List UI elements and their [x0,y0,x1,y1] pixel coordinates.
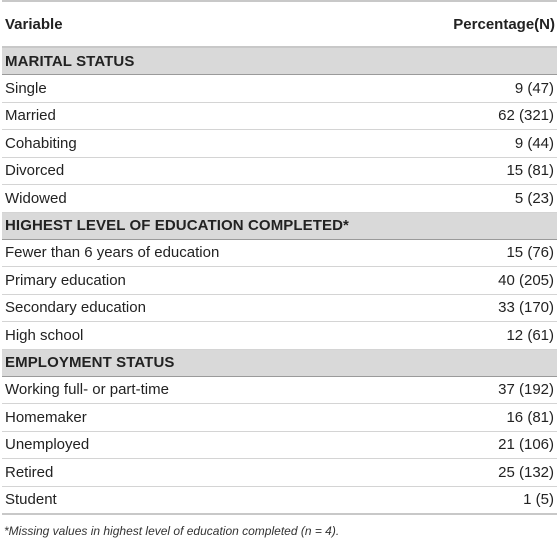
table-row [2,185,557,213]
table-row [2,486,557,514]
row-label: Fewer than 6 years of education [2,239,382,267]
table-row [2,75,557,103]
row-label: High school [2,322,382,350]
table-row [2,157,557,185]
table-row [2,431,557,459]
section-header-row [2,349,557,376]
table-row [2,404,557,432]
row-label: Single [2,75,382,103]
section-title: MARITAL STATUS [2,47,557,75]
header-row [2,1,557,47]
section-title: HIGHEST LEVEL OF EDUCATION COMPLETED* [2,212,557,239]
row-value: 9 (47) [382,75,557,103]
row-label: Cohabiting [2,130,382,158]
row-value: 21 (106) [382,431,557,459]
section-title: EMPLOYMENT STATUS [2,349,557,376]
row-value: 5 (23) [382,185,557,213]
row-label: Working full- or part-time [2,376,382,404]
row-value: 33 (170) [382,294,557,322]
table-row [2,376,557,404]
row-label: Widowed [2,185,382,213]
row-value: 16 (81) [382,404,557,432]
table-row [2,459,557,487]
row-value: 25 (132) [382,459,557,487]
section-header-row [2,212,557,239]
row-label: Unemployed [2,431,382,459]
table-row [2,130,557,158]
table-body [2,47,557,514]
table-row [2,294,557,322]
row-label: Married [2,102,382,130]
row-label: Divorced [2,157,382,185]
header-percentage: Percentage(N) [382,1,557,47]
row-value: 15 (76) [382,239,557,267]
row-value: 15 (81) [382,157,557,185]
table-row [2,267,557,295]
table-row [2,322,557,350]
row-value: 1 (5) [382,486,557,514]
row-label: Secondary education [2,294,382,322]
table-row [2,102,557,130]
section-header-row [2,47,557,75]
row-label: Primary education [2,267,382,295]
row-label: Retired [2,459,382,487]
demographics-table [2,0,557,515]
row-label: Homemaker [2,404,382,432]
table-footnote: *Missing values in highest level of education completed (n = 4). [4,524,340,538]
table-row [2,239,557,267]
row-value: 37 (192) [382,376,557,404]
table-header [2,1,557,47]
row-value: 62 (321) [382,102,557,130]
row-value: 12 (61) [382,322,557,350]
row-value: 9 (44) [382,130,557,158]
row-value: 40 (205) [382,267,557,295]
row-label: Student [2,486,382,514]
header-variable: Variable [2,1,382,47]
